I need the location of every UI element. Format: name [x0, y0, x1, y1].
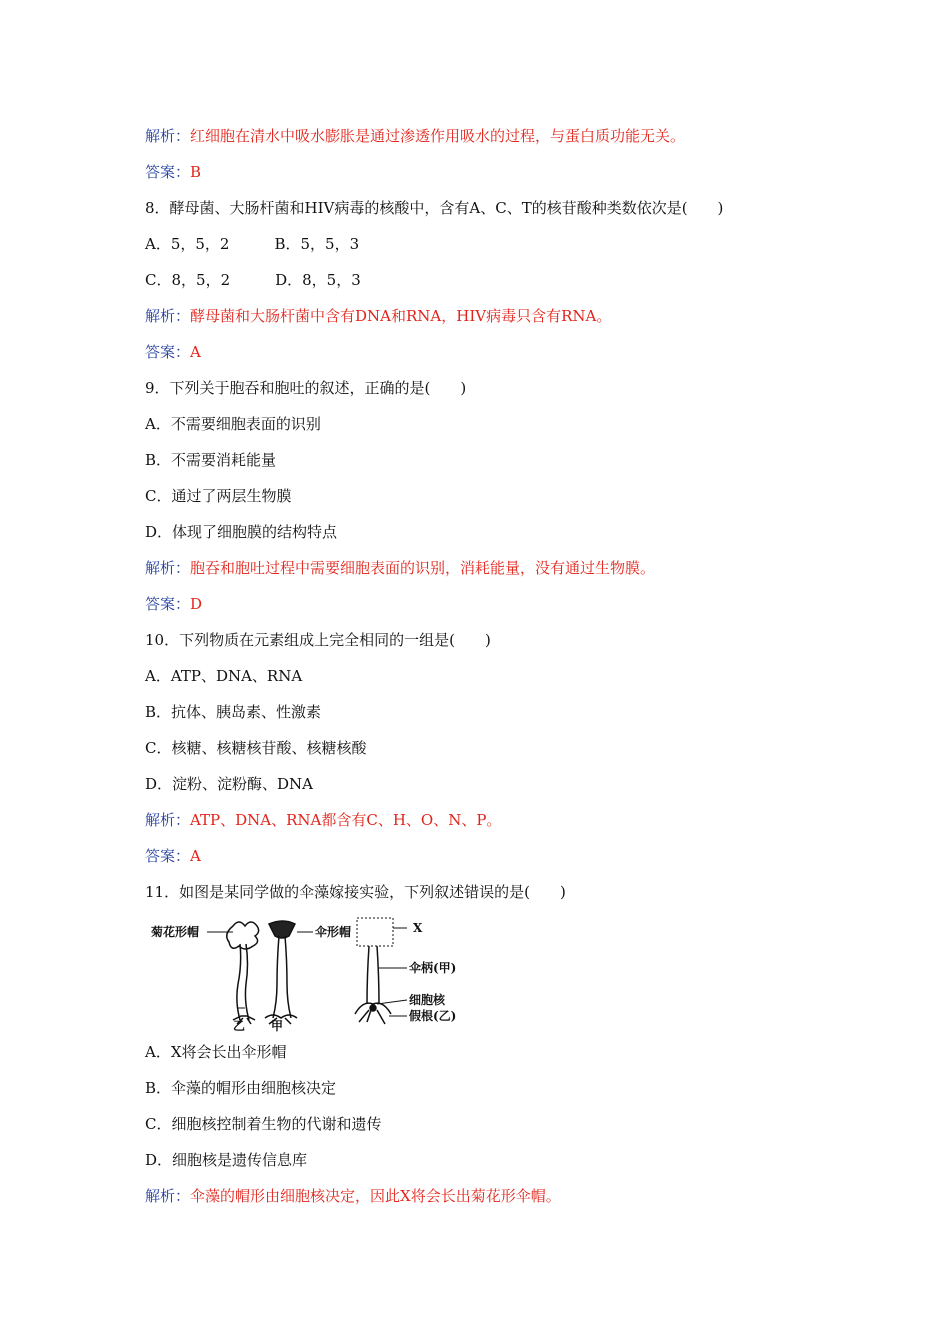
answer-label: 答案：	[145, 343, 191, 361]
question-line: C．通过了两层生物膜	[145, 487, 292, 505]
answer-label: 答案：	[145, 595, 191, 613]
question-line: C．细胞核控制着生物的代谢和遗传	[145, 1115, 382, 1133]
label-stalk: 伞柄(甲)	[409, 961, 457, 975]
label-umbrella-cap: 伞形帽	[315, 925, 352, 939]
question-line: 9．下列关于胞吞和胞吐的叙述，正确的是( )	[145, 379, 467, 397]
answer-label: 答案：	[145, 163, 191, 181]
explanation-line	[145, 810, 501, 830]
label-yi: 乙	[233, 1019, 246, 1032]
explanation-text: 胞吞和胞吐过程中需要细胞表面的识别，消耗能量，没有通过生物膜。	[190, 559, 656, 577]
question-line: 10．下列物质在元素组成上完全相同的一组是( )	[145, 631, 491, 649]
explanation-label: 解析：	[145, 127, 191, 145]
answer-value: D	[190, 595, 203, 613]
explanation-text: 红细胞在清水中吸水膨胀是通过渗透作用吸水的过程，与蛋白质功能无关。	[190, 127, 686, 145]
question-line: C．8，5，2 D．8，5，3	[145, 271, 361, 289]
question-line: A．5，5，2 B．5，5，3	[145, 235, 360, 253]
question-line: A．不需要细胞表面的识别	[145, 415, 321, 433]
explanation-label: 解析：	[145, 1187, 191, 1205]
alga-jia	[265, 921, 297, 1024]
question-line: D．淀粉、淀粉酶、DNA	[145, 775, 314, 793]
question-line: D．细胞核是遗传信息库	[145, 1151, 308, 1169]
question-line: A．ATP、DNA、RNA	[145, 667, 303, 685]
answer-value: A	[190, 847, 201, 865]
question-line: B．伞藻的帽形由细胞核决定	[145, 1079, 337, 1097]
explanation-text: 酵母菌和大肠杆菌中含有DNA和RNA，HIV病毒只含有RNA。	[190, 307, 612, 325]
explanation-label: 解析：	[145, 811, 191, 829]
answer-value: A	[190, 343, 201, 361]
label-jia: 甲	[271, 1019, 284, 1032]
question-line: D．体现了细胞膜的结构特点	[145, 523, 338, 541]
explanation-label: 解析：	[145, 307, 191, 325]
question-line: C．核糖、核糖核苷酸、核糖核酸	[145, 739, 367, 757]
explanation-text: 伞藻的帽形由细胞核决定，因此X将会长出菊花形伞帽。	[190, 1187, 561, 1205]
question-line: A．X将会长出伞形帽	[145, 1043, 287, 1061]
answer-label: 答案：	[145, 847, 191, 865]
x-box	[357, 918, 393, 946]
answer-line	[145, 846, 201, 866]
answer-line	[145, 594, 202, 614]
answer-value: B	[190, 163, 202, 181]
explanation-line	[145, 126, 685, 146]
explanation-label: 解析：	[145, 559, 191, 577]
question-line: B．不需要消耗能量	[145, 451, 277, 469]
question-line: B．抗体、胰岛素、性激素	[145, 703, 322, 721]
question-line: 11．如图是某同学做的伞藻嫁接实验，下列叙述错误的是( )	[145, 883, 566, 901]
label-rhizoid: 假根(乙)	[409, 1009, 457, 1023]
explanation-line	[145, 1186, 561, 1206]
label-chrysanthemum-cap: 菊花形帽	[151, 925, 200, 939]
answer-line	[145, 342, 201, 362]
grafted-alga	[355, 946, 391, 1024]
alga-yi	[227, 922, 259, 1024]
explanation-line	[145, 558, 655, 578]
label-x: X	[413, 921, 423, 935]
grafting-experiment-figure	[145, 912, 465, 1032]
question-line: 8．酵母菌、大肠杆菌和HIV病毒的核酸中，含有A、C、T的核苷酸种类数依次是( )	[145, 199, 724, 217]
explanation-line	[145, 306, 611, 326]
label-nucleus: 细胞核	[409, 993, 446, 1007]
answer-line	[145, 162, 201, 182]
explanation-text: ATP、DNA、RNA都含有C、H、O、N、P。	[190, 811, 502, 829]
